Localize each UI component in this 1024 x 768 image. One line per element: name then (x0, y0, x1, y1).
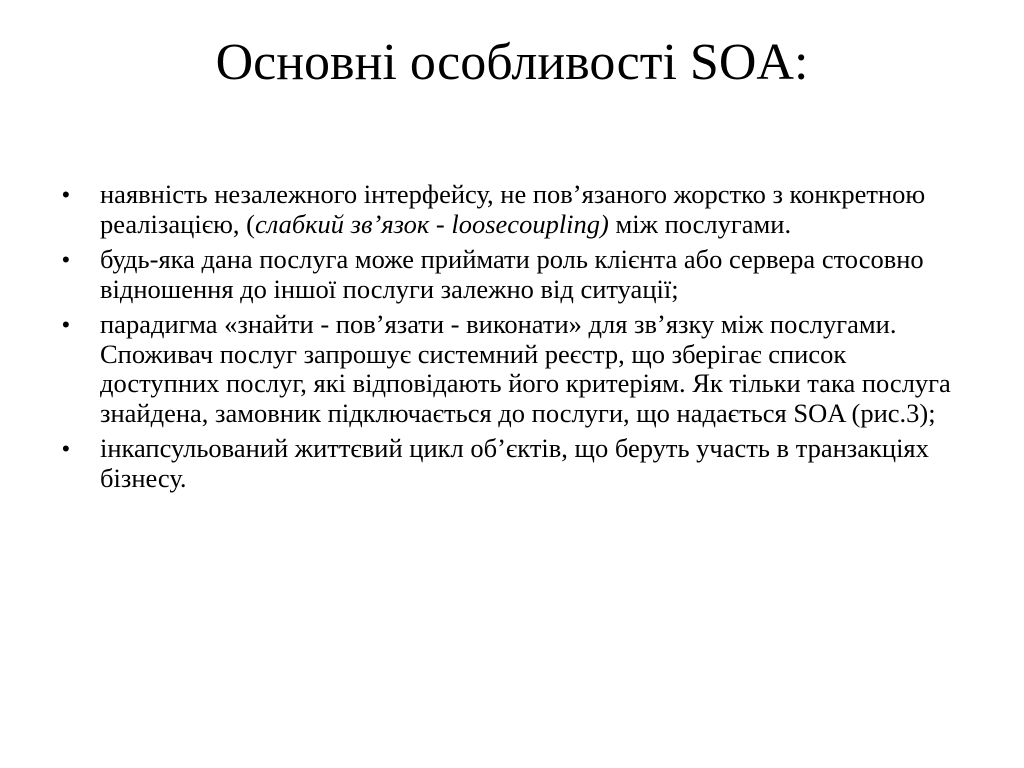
bullet-icon: • (62, 436, 70, 461)
bullet-icon: • (62, 182, 70, 207)
bullet-text-1-start: наявність незалежного інтерфейсу, не пов’язаного жорстко з конкретною реалізацією, ( (100, 179, 926, 239)
bullet-item-2 (62, 245, 967, 304)
bullet-icon: • (62, 247, 70, 272)
bullet-text-3: парадигма «знайти - пов’язати - виконати» для зв’язку між послугами. Споживач послуг запрошує системний реєстр, що зберігає список доступних послуг, які відповідають його критеріям. Як тільки така послуга знайдена, замовник підключається до послуги, що надається SOA (рис.3); (100, 309, 951, 428)
bullet-text-4: інкапсульований життєвий цикл об’єктів, що беруть участь в транзакціях бізнесу. (100, 433, 929, 493)
bullet-list (62, 180, 967, 499)
bullet-text-2: будь-яка дана послуга може приймати роль клієнта або сервера стосовно відношення до іншої послуги залежно від ситуації; (100, 244, 924, 304)
bullet-icon: • (62, 312, 70, 337)
bullet-text-1-italic: слабкий зв’язок - loosecoupling) (254, 208, 609, 239)
bullet-item-3 (62, 310, 967, 428)
bullet-item-1 (62, 180, 967, 239)
bullet-text-1-end: між послугами. (608, 208, 792, 239)
bullet-item-4 (62, 434, 967, 493)
bullet-text-1 (100, 180, 967, 239)
slide-title: Основні особливості SOA: (215, 34, 809, 91)
